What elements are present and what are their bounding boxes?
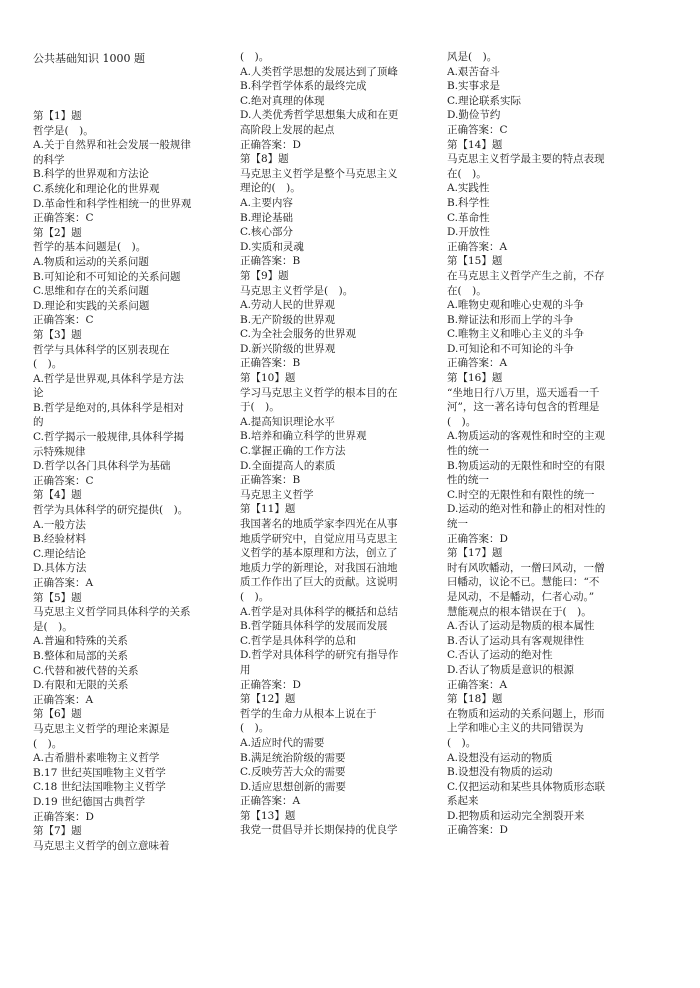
answer-line: 正确答案：A <box>447 678 508 691</box>
question-number: 第【13】题 <box>240 809 296 822</box>
option-line: B.实事求是 <box>447 80 501 93</box>
option-line: D.19 世纪德国古典哲学 <box>33 795 146 808</box>
question-number: 第【3】题 <box>33 328 82 341</box>
question-number: 第【12】题 <box>240 693 296 706</box>
answer-line: 正确答案：C <box>33 212 94 225</box>
option-line: B.经验材料 <box>33 533 87 546</box>
option-line: B.17 世纪英国唯物主义哲学 <box>33 766 166 779</box>
option-line: A.哲学是世界观,具体科学是方法 <box>33 372 184 385</box>
option-line: C.理论联系实际 <box>447 94 521 107</box>
text-line: 上学和唯心主义的共同错误为 <box>447 722 584 735</box>
text-line: 用 <box>240 663 251 676</box>
question-number: 第【14】题 <box>447 138 503 151</box>
question-number: 第【15】题 <box>447 255 503 268</box>
question-number: 第【11】题 <box>240 503 296 516</box>
question-number: 第【2】题 <box>33 226 82 239</box>
option-line: A.普遍和特殊的关系 <box>33 635 128 648</box>
option-line: D.有限和无限的关系 <box>33 679 129 692</box>
option-line: C.系统化和理论化的世界观 <box>33 182 160 195</box>
text-line: 质工作作出了巨大的贡献。这说明 <box>240 576 398 589</box>
option-line: B.理论基础 <box>240 211 294 224</box>
option-line: D.具体方法 <box>33 562 87 575</box>
text-line: ( )。 <box>447 415 477 428</box>
option-line: D.哲学以各门具体科学为基础 <box>33 460 171 473</box>
text-line: 马克思主义哲学是整个马克思主义 <box>240 167 398 180</box>
answer-line: 正确答案：A <box>33 693 94 706</box>
option-line: A.物质运动的客观性和时空的主观 <box>447 430 605 443</box>
document-title: 公共基础知识 1000 题 <box>33 52 145 65</box>
question-number: 第【10】题 <box>240 372 296 385</box>
text-column-2 <box>240 50 436 838</box>
option-line: B.哲学是绝对的,具体科学是相对 <box>33 401 184 414</box>
option-line: D.运动的绝对性和静止的相对性的 <box>447 503 606 516</box>
option-line: B.哲学随具体科学的发展而发展 <box>240 620 388 633</box>
option-line: A.提高知识理论水平 <box>240 415 335 428</box>
question-number: 第【7】题 <box>33 825 82 838</box>
answer-line: 正确答案：B <box>240 474 301 487</box>
text-line: 地质力学的新理论，对我国石油地 <box>240 561 398 574</box>
option-line: C.绝对真理的体现 <box>240 94 325 107</box>
text-line: ( )。 <box>447 736 477 749</box>
option-line: B.物质运动的无限性和时空的有限 <box>447 459 606 472</box>
text-line: 学习马克思主义哲学的根本目的在 <box>240 386 398 399</box>
text-line: 马克思主义哲学的创立意味着 <box>33 839 170 852</box>
question-number: 第【9】题 <box>240 269 289 282</box>
answer-line: 正确答案：D <box>240 138 301 151</box>
option-line: A.关于自然界和社会发展一般规律 <box>33 139 191 152</box>
answer-line: 正确答案：B <box>240 357 301 370</box>
text-line: 慧能观点的根本错误在于( )。 <box>447 605 592 618</box>
option-line: C.18 世纪法国唯物主义哲学 <box>33 781 166 794</box>
option-line: C.唯物主义和唯心主义的斗争 <box>447 328 584 341</box>
option-line: D.否认了物质是意识的根源 <box>447 663 574 676</box>
text-line: 哲学与具体科学的区别表现在 <box>33 343 170 356</box>
option-line: C.否认了运动的绝对性 <box>447 649 553 662</box>
option-line: B.科学性 <box>447 196 490 209</box>
text-line: 统一 <box>447 518 468 530</box>
question-number: 第【8】题 <box>240 153 289 166</box>
option-line: C.时空的无限性和有限性的统一 <box>447 488 595 501</box>
answer-line: 正确答案：A <box>33 577 94 589</box>
text-column-1 <box>33 109 233 853</box>
text-line: 哲学是( )。 <box>33 124 94 137</box>
text-line: ( )。 <box>240 51 270 63</box>
option-line: A.适应时代的需要 <box>240 736 325 749</box>
text-line: 哲学为具体科学的研究提供( )。 <box>33 504 189 517</box>
answer-line: 正确答案：B <box>240 255 301 268</box>
option-line: A.劳动人民的世界观 <box>240 299 335 312</box>
option-line: D.哲学对具体科学的研究有指导作 <box>240 649 399 662</box>
text-line: 我国著名的地质学家李四光在从事 <box>240 518 398 530</box>
option-line: B.否认了运动具有客观规律性 <box>447 634 585 647</box>
question-number: 第【6】题 <box>33 708 82 721</box>
text-line: 系起来 <box>447 795 479 808</box>
text-line: 马克思主义哲学同具体科学的关系 <box>33 606 191 619</box>
text-line: 时有风吹幡动，一僧曰风动，一僧 <box>447 561 605 574</box>
text-line: 性的统一 <box>447 474 489 487</box>
answer-line: 正确答案：A <box>447 357 508 370</box>
option-line: A.物质和运动的关系问题 <box>33 255 149 268</box>
text-line: ( )。 <box>33 737 63 750</box>
text-column-3 <box>447 50 647 838</box>
option-line: C.革命性 <box>447 211 490 224</box>
option-line: B.满足统治阶级的需要 <box>240 751 346 764</box>
text-line: 曰幡动，议论不已。慧能曰：“不 <box>447 576 600 589</box>
text-line: 哲学的生命力从根本上说在于 <box>240 707 377 720</box>
option-line: A.设想没有运动的物质 <box>447 751 553 764</box>
option-line: D.把物质和运动完全割裂开来 <box>447 809 585 822</box>
question-number: 第【4】题 <box>33 489 82 502</box>
text-line: 马克思主义哲学 <box>240 488 314 501</box>
text-line: 的科学 <box>33 153 65 166</box>
option-line: A.人类哲学思想的发展达到了顶峰 <box>240 65 398 78</box>
answer-line: 正确答案：C <box>33 314 94 327</box>
answer-line: 正确答案：D <box>447 532 508 545</box>
answer-line: 正确答案：D <box>447 824 508 837</box>
text-line: 是( )。 <box>33 620 73 633</box>
option-line: D.可知论和不可知论的斗争 <box>447 342 574 355</box>
option-line: D.适应思想创新的需要 <box>240 780 346 793</box>
text-line: 理论的( )。 <box>240 182 301 195</box>
text-line: 在物质和运动的关系问题上，形而 <box>447 707 605 720</box>
option-line: D.全面提高人的素质 <box>240 459 336 472</box>
text-line: 在马克思主义哲学产生之前，不存 <box>447 269 605 282</box>
option-line: D.开放性 <box>447 226 490 239</box>
option-line: A.一般方法 <box>33 518 86 531</box>
option-line: B.辩证法和形而上学的斗争 <box>447 313 574 326</box>
text-line: 马克思主义哲学的理论来源是 <box>33 722 170 735</box>
option-line: B.设想没有物质的运动 <box>447 766 553 779</box>
question-number: 第【5】题 <box>33 591 82 604</box>
text-line: “坐地日行八万里，巡天遥看一千 <box>447 386 600 399</box>
option-line: D.勤俭节约 <box>447 109 501 122</box>
option-line: C.代替和被代替的关系 <box>33 664 139 677</box>
answer-line: 正确答案：A <box>240 795 301 808</box>
option-line: B.无产阶级的世界观 <box>240 313 336 326</box>
option-line: C.思维和存在的关系问题 <box>33 285 149 298</box>
text-line: 于( )。 <box>240 401 280 414</box>
option-line: C.理论结论 <box>33 547 86 560</box>
option-line: D.人类优秀哲学思想集大成和在更 <box>240 109 399 122</box>
text-line: 在( )。 <box>447 284 487 297</box>
option-line: C.核心部分 <box>240 226 293 239</box>
option-line: D.理论和实践的关系问题 <box>33 299 150 312</box>
text-line: ( )。 <box>240 590 270 603</box>
option-line: C.仅把运动和某些具体物质形态联 <box>447 780 605 793</box>
answer-line: 正确答案：D <box>33 810 94 823</box>
option-line: B.整体和局部的关系 <box>33 649 129 662</box>
option-line: A.否认了运动是物质的根本属性 <box>447 620 595 633</box>
option-line: B.科学的世界观和方法论 <box>33 168 150 181</box>
option-line: A.古希腊朴素唯物主义哲学 <box>33 752 160 765</box>
option-line: A.哲学是对具体科学的概括和总结 <box>240 605 398 618</box>
text-line: ( )。 <box>240 722 270 735</box>
text-line: 的 <box>33 416 44 429</box>
option-line: D.新兴阶级的世界观 <box>240 342 336 355</box>
option-line: C.哲学揭示一般规律,具体科学揭 <box>33 431 184 444</box>
question-number: 第【18】题 <box>447 693 503 706</box>
option-line: B.科学哲学体系的最终完成 <box>240 80 367 93</box>
option-line: A.主要内容 <box>240 196 293 209</box>
text-line: 性的统一 <box>447 445 489 458</box>
option-line: D.革命性和科学性相统一的世界观 <box>33 197 192 210</box>
answer-line: 正确答案：C <box>447 123 508 136</box>
text-line: 论 <box>33 387 44 400</box>
option-line: A.艰苦奋斗 <box>447 65 500 78</box>
text-line: 示特殊规律 <box>33 445 86 458</box>
text-line: 是风动，不是幡动，仁者心动。” <box>447 590 595 603</box>
text-line: 马克思主义哲学最主要的特点表现 <box>447 153 605 166</box>
option-line: A.唯物史观和唯心史观的斗争 <box>447 299 584 312</box>
option-line: D.实质和灵魂 <box>240 240 304 253</box>
text-line: 地质学研究中，自觉应用马克思主 <box>240 532 398 545</box>
text-line: 河”，这一著名诗句包含的哲理是 <box>447 401 600 414</box>
answer-line: 正确答案：C <box>33 474 94 487</box>
text-line: 风是( )。 <box>447 51 498 63</box>
text-line: 哲学的基本问题是( )。 <box>33 241 147 254</box>
option-line: C.哲学是具体科学的总和 <box>240 634 356 647</box>
text-line: 义哲学的基本原理和方法，创立了 <box>240 547 398 560</box>
question-number: 第【16】题 <box>447 372 503 385</box>
option-line: C.反映劳苦大众的需要 <box>240 766 346 779</box>
question-number: 第【1】题 <box>33 110 82 122</box>
text-line: 高阶段上发展的起点 <box>240 123 335 136</box>
answer-line: 正确答案：A <box>447 240 508 253</box>
option-line: B.可知论和不可知论的关系问题 <box>33 270 181 283</box>
option-line: C.为全社会服务的世界观 <box>240 328 356 341</box>
text-line: ( )。 <box>33 358 63 371</box>
text-line: 我党一贯倡导并长期保持的优良学 <box>240 824 398 837</box>
text-line: 马克思主义哲学是( )。 <box>240 284 354 297</box>
option-line: C.掌握正确的工作方法 <box>240 445 346 458</box>
text-line: 在( )。 <box>447 167 487 180</box>
answer-line: 正确答案：D <box>240 678 301 691</box>
option-line: B.培养和确立科学的世界观 <box>240 430 367 443</box>
question-number: 第【17】题 <box>447 547 503 560</box>
option-line: A.实践性 <box>447 182 490 195</box>
